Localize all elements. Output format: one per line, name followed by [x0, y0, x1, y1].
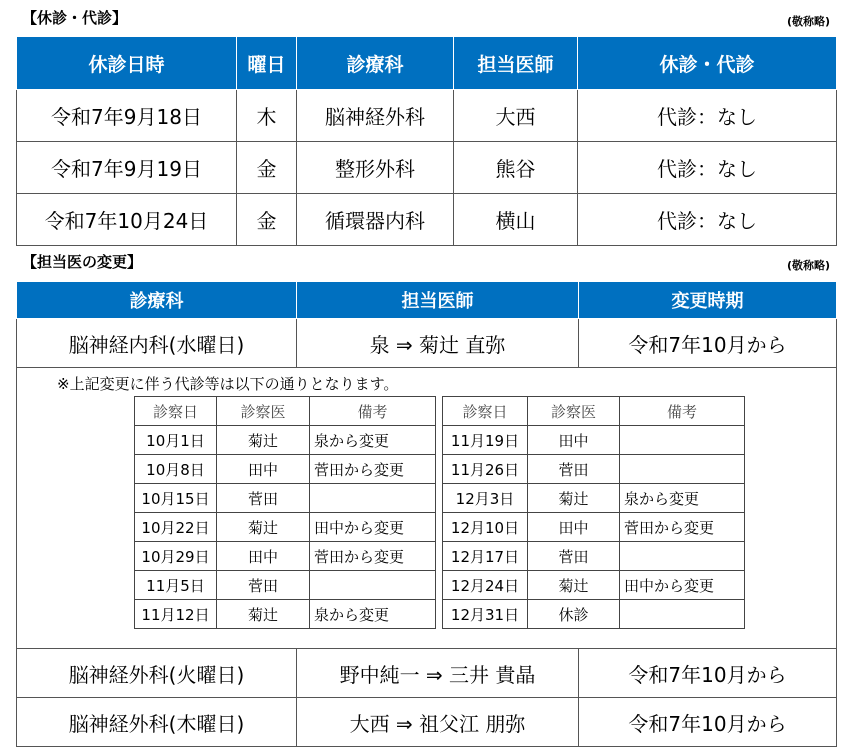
header-closure-substitute: 休診・代診 — [578, 37, 837, 90]
closure-date: 令和7年9月19日 — [17, 142, 237, 194]
remarks: 菅田から変更 — [310, 542, 436, 571]
schedule-row-item — [135, 484, 436, 513]
doctor: 横山 — [454, 194, 578, 246]
header-change-period: 変更時期 — [579, 282, 837, 319]
exam-doctor: 田中 — [528, 513, 620, 542]
schedule-row-item — [443, 542, 745, 571]
exam-date: 10月29日 — [135, 542, 217, 571]
exam-doctor: 菊辻 — [217, 426, 310, 455]
header-doctor: 担当医師 — [454, 37, 578, 90]
closure-date: 令和7年9月18日 — [17, 90, 237, 142]
weekday: 木 — [237, 90, 297, 142]
exam-date: 10月22日 — [135, 513, 217, 542]
exam-doctor: 休診 — [528, 600, 620, 629]
remarks: 泉から変更 — [310, 600, 436, 629]
doctor: 大西 — [454, 90, 578, 142]
schedule-row-item — [135, 571, 436, 600]
exam-doctor: 菊辻 — [528, 571, 620, 600]
remarks — [310, 484, 436, 513]
substitute: 代診：なし — [578, 194, 837, 246]
schedule-header — [135, 397, 436, 426]
department: 脳神経外科 — [297, 90, 454, 142]
header-exam-date: 診察日 — [443, 397, 528, 426]
doctor-change-table — [16, 281, 837, 747]
schedule-cell — [17, 368, 837, 649]
substitute: 代診：なし — [578, 142, 837, 194]
header-closure-date: 休診日時 — [17, 37, 237, 90]
doctor-change: 泉 ⇒ 菊辻 直弥 — [297, 319, 579, 368]
exam-date: 12月31日 — [443, 600, 528, 629]
schedule-note: ※上記変更に伴う代診等は以下の通りとなります。 — [57, 375, 399, 393]
change-period: 令和7年10月から — [579, 319, 837, 368]
schedule-row-item — [135, 513, 436, 542]
exam-date: 10月8日 — [135, 455, 217, 484]
exam-doctor: 菅田 — [217, 484, 310, 513]
schedule-table-right — [442, 396, 745, 629]
doctor-change: 大西 ⇒ 祖父江 朋弥 — [297, 698, 579, 747]
header-department: 診療科 — [17, 282, 297, 319]
schedule-row-item — [135, 426, 436, 455]
exam-date: 11月26日 — [443, 455, 528, 484]
closure-table-header — [17, 37, 837, 90]
department: 脳神経外科(木曜日) — [17, 698, 297, 747]
remarks: 菅田から変更 — [620, 513, 745, 542]
department: 整形外科 — [297, 142, 454, 194]
change-period: 令和7年10月から — [579, 649, 837, 698]
schedule-row-item — [135, 600, 436, 629]
change-period: 令和7年10月から — [579, 698, 837, 747]
header-remarks: 備考 — [620, 397, 745, 426]
exam-date: 12月10日 — [443, 513, 528, 542]
header-exam-doctor: 診察医 — [528, 397, 620, 426]
closure-date: 令和7年10月24日 — [17, 194, 237, 246]
closure-table — [16, 36, 837, 246]
remarks — [620, 600, 745, 629]
remarks: 菅田から変更 — [310, 455, 436, 484]
header-department: 診療科 — [297, 37, 454, 90]
exam-date: 12月24日 — [443, 571, 528, 600]
table-row — [17, 698, 837, 747]
header-exam-date: 診察日 — [135, 397, 217, 426]
exam-doctor: 菅田 — [528, 542, 620, 571]
doctor-change: 野中純一 ⇒ 三井 貴晶 — [297, 649, 579, 698]
exam-doctor: 菊辻 — [217, 600, 310, 629]
header-doctor: 担当医師 — [297, 282, 579, 319]
table-row — [17, 649, 837, 698]
department: 脳神経外科(火曜日) — [17, 649, 297, 698]
schedule-header — [443, 397, 745, 426]
remarks: 田中から変更 — [310, 513, 436, 542]
schedule-row-item — [443, 484, 745, 513]
exam-date: 10月15日 — [135, 484, 217, 513]
department: 脳神経内科(水曜日) — [17, 319, 297, 368]
schedule-row-item — [443, 426, 745, 455]
schedule-row-item — [135, 542, 436, 571]
exam-doctor: 田中 — [217, 455, 310, 484]
weekday: 金 — [237, 194, 297, 246]
department: 循環器内科 — [297, 194, 454, 246]
schedule-table-left — [134, 396, 436, 629]
doctor: 熊谷 — [454, 142, 578, 194]
schedule-row-item — [443, 571, 745, 600]
exam-doctor: 菅田 — [528, 455, 620, 484]
schedule-row-item — [443, 455, 745, 484]
remarks — [620, 426, 745, 455]
remarks — [620, 542, 745, 571]
exam-date: 12月3日 — [443, 484, 528, 513]
exam-doctor: 田中 — [217, 542, 310, 571]
exam-doctor: 菅田 — [217, 571, 310, 600]
exam-date: 11月12日 — [135, 600, 217, 629]
weekday: 金 — [237, 142, 297, 194]
header-exam-doctor: 診察医 — [217, 397, 310, 426]
honorifics-note: (敬称略) — [786, 259, 830, 272]
table-row — [17, 90, 837, 142]
schedule-row-item — [135, 455, 436, 484]
doctor-change-header — [17, 282, 837, 319]
substitute: 代診：なし — [578, 90, 837, 142]
remarks: 田中から変更 — [620, 571, 745, 600]
schedule-row — [17, 368, 837, 649]
schedule-row-item — [443, 600, 745, 629]
table-row — [17, 194, 837, 246]
header-remarks: 備考 — [310, 397, 436, 426]
exam-doctor: 菊辻 — [528, 484, 620, 513]
table-row — [17, 142, 837, 194]
schedule-row-item — [443, 513, 745, 542]
exam-date: 11月5日 — [135, 571, 217, 600]
exam-doctor: 田中 — [528, 426, 620, 455]
section-title-doctor-change: 【担当医の変更】 — [22, 253, 143, 271]
exam-date: 12月17日 — [443, 542, 528, 571]
exam-date: 11月19日 — [443, 426, 528, 455]
exam-doctor: 菊辻 — [217, 513, 310, 542]
remarks — [620, 455, 745, 484]
exam-date: 10月1日 — [135, 426, 217, 455]
remarks — [310, 571, 436, 600]
section-title-closures: 【休診・代診】 — [22, 9, 128, 27]
header-weekday: 曜日 — [237, 37, 297, 90]
honorifics-note: (敬称略) — [786, 15, 830, 28]
remarks: 泉から変更 — [310, 426, 436, 455]
table-row — [17, 319, 837, 368]
remarks: 泉から変更 — [620, 484, 745, 513]
